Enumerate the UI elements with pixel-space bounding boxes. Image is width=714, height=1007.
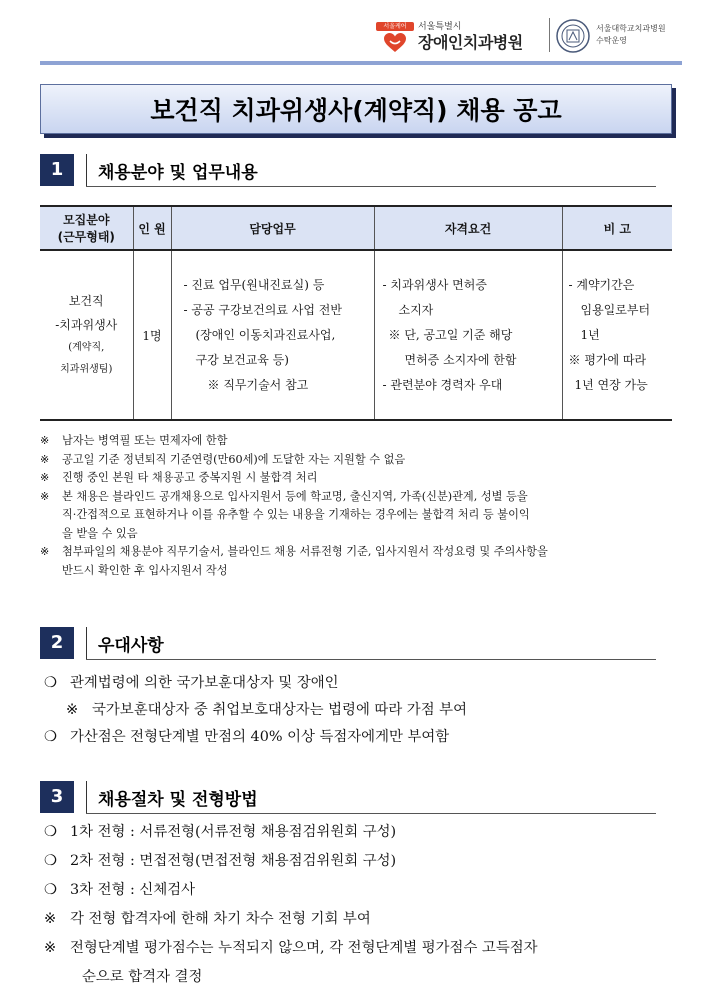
preferences-list — [44, 670, 684, 751]
duty-line: (장애인 이동치과진료사업, — [195, 327, 336, 342]
note-continuation — [40, 562, 680, 581]
field-line: (계약직, — [68, 342, 105, 353]
list-item — [44, 847, 684, 876]
header-duty: 담당업무 — [171, 206, 374, 250]
duty-line: - 공공 구강보건의료 사업 전반 — [183, 302, 342, 317]
list-item-text: 2차 전형 : 면접전형(면접전형 채용점검위원회 구성) — [70, 853, 397, 869]
note-text: 남자는 병역필 또는 면제자에 한함 — [62, 434, 228, 447]
circle-bullet-icon: ❍ — [44, 824, 57, 840]
procedure-list — [44, 818, 684, 992]
circle-bullet-icon: ❍ — [44, 853, 57, 869]
note-item — [40, 432, 680, 451]
list-item-text: 3차 전형 : 신체검사 — [70, 882, 196, 898]
section-3-heading — [40, 781, 660, 813]
field-line: 치과위생팀) — [60, 364, 113, 375]
list-item — [44, 876, 684, 905]
section-divider — [86, 781, 87, 813]
note-mark: ※ — [40, 434, 50, 447]
table-row — [40, 250, 672, 420]
note-mark: ※ — [40, 471, 50, 484]
note-text: 첨부파일의 채용분야 직무기술서, 블라인드 채용 서류전형 기준, 입사지원서 작성요령 및 주의사항을 — [62, 545, 548, 558]
cell-remark — [562, 250, 672, 420]
list-item — [44, 934, 684, 963]
reference-mark: ※ — [44, 911, 57, 927]
list-item — [44, 724, 684, 751]
note-text: 반드시 확인한 후 입사지원서 작성 — [62, 563, 228, 577]
header-remark: 비 고 — [562, 206, 672, 250]
note-item — [40, 451, 680, 470]
list-item-text: 관계법령에 의한 국가보훈대상자 및 장애인 — [70, 675, 339, 691]
section-number: 1 — [40, 154, 74, 186]
title-box — [40, 84, 672, 134]
logo-divider — [549, 18, 550, 52]
note-item — [40, 469, 680, 488]
note-text: 공고일 기준 정년퇴직 기준연령(만60세)에 도달한 자는 지원할 수 없음 — [62, 452, 406, 466]
note-continuation — [40, 525, 680, 544]
field-line: -치과위생사 — [55, 318, 118, 332]
list-item-text: 전형단계별 평가점수는 누적되지 않으며, 각 전형단계별 평가점수 고득점자 — [70, 940, 538, 956]
page-title: 보건직 치과위생사(계약직) 채용 공고 — [150, 96, 562, 125]
cell-qualification — [374, 250, 562, 420]
list-item — [44, 818, 684, 847]
cell-count: 1명 — [133, 250, 171, 420]
cell-duty — [171, 250, 374, 420]
section-label: 우대사항 — [98, 636, 164, 656]
org-city: 서울특별시 — [418, 21, 462, 32]
table-header-row — [40, 206, 672, 250]
note-item — [40, 543, 680, 562]
section-1-heading — [40, 154, 660, 186]
list-item-text: 1차 전형 : 서류전형(서류전형 채용점검위원회 구성) — [70, 824, 397, 840]
heart-icon — [384, 33, 406, 53]
hospital-logo — [376, 20, 523, 54]
note-mark: ※ — [40, 489, 50, 503]
partner-info — [596, 23, 666, 47]
qualification-line: 면허증 소지자에 한함 — [404, 352, 517, 367]
remark-line: ※ 평가에 따라 — [568, 352, 647, 367]
header-field-line1: 모집분야 — [63, 213, 110, 227]
field-line: 보건직 — [68, 294, 104, 308]
circle-bullet-icon: ❍ — [44, 729, 57, 745]
qualification-line: 소지자 — [398, 302, 434, 317]
recruitment-table — [40, 205, 672, 421]
section-2-heading — [40, 627, 660, 659]
header-count: 인 원 — [133, 206, 171, 250]
note-text: 본 채용은 블라인드 공개채용으로 입사지원서 등에 학교명, 출신지역, 가족(신분)관계, 성별 등을 — [62, 489, 528, 503]
list-item — [44, 905, 684, 934]
section-underline — [86, 659, 656, 660]
heart-logo-icon — [376, 22, 414, 52]
section-divider — [86, 627, 87, 659]
section-underline — [86, 813, 656, 814]
logo-badge-text: 서울케어 — [376, 22, 414, 31]
duty-line: - 진료 업무(원내진료실) 등 — [183, 277, 325, 292]
note-item — [40, 488, 680, 507]
circle-bullet-icon: ❍ — [44, 675, 57, 691]
list-item-text: 각 전형 합격자에 한해 차기 차수 전형 기회 부여 — [70, 911, 371, 927]
partner-role: 수탁운영 — [596, 36, 627, 45]
list-item-continuation — [44, 963, 684, 992]
university-seal-icon — [556, 19, 590, 53]
duty-line: ※ 직무기술서 참고 — [207, 377, 309, 392]
list-item-text: 국가보훈대상자 중 취업보호대상자는 법령에 따라 가점 부여 — [92, 702, 467, 718]
list-item-text: 순으로 합격자 결정 — [82, 969, 203, 985]
list-sub-item — [44, 697, 684, 724]
header-accent-bar — [40, 61, 682, 65]
remark-line: 임용일로부터 — [580, 302, 651, 317]
note-continuation — [40, 506, 680, 525]
section-label: 채용절차 및 전형방법 — [98, 790, 258, 810]
circle-bullet-icon: ❍ — [44, 882, 57, 898]
qualification-line: ※ 단, 공고일 기준 해당 — [388, 327, 513, 342]
list-item — [44, 670, 684, 697]
duty-line: 구강 보건교육 등) — [195, 352, 289, 367]
section-number: 3 — [40, 781, 74, 813]
section-label: 채용분야 및 업무내용 — [98, 163, 258, 183]
remark-line: - 계약기간은 — [568, 277, 635, 292]
notes-list — [40, 432, 680, 580]
note-text: 을 받을 수 있음 — [62, 526, 138, 540]
header-field — [40, 206, 133, 250]
section-divider — [86, 154, 87, 186]
qualification-line: - 관련분야 경력자 우대 — [382, 377, 503, 392]
note-text: 직·간접적으로 표현하거나 이를 유추할 수 있는 내용을 기재하는 경우에는 불합격 처리 등 불이익 — [62, 508, 530, 521]
reference-mark: ※ — [66, 702, 79, 718]
section-underline — [86, 186, 656, 187]
partner-name: 서울대학교치과병원 — [596, 24, 666, 33]
remark-line: 1년 — [580, 327, 600, 342]
header-field-line2: (근무형태) — [57, 230, 115, 244]
note-mark: ※ — [40, 545, 50, 558]
list-item-text: 가산점은 전형단계별 만점의 40% 이상 득점자에게만 부여함 — [70, 729, 450, 745]
org-name: 장애인치과병원 — [418, 32, 523, 52]
reference-mark: ※ — [44, 940, 57, 956]
qualification-line: - 치과위생사 면허증 — [382, 277, 487, 292]
header-qualification: 자격요건 — [374, 206, 562, 250]
section-number: 2 — [40, 627, 74, 659]
cell-field — [40, 250, 133, 420]
note-text: 진행 중인 본원 타 채용공고 중복지원 시 불합격 처리 — [62, 471, 318, 484]
remark-line: 1년 연장 가능 — [574, 377, 648, 392]
note-mark: ※ — [40, 452, 50, 466]
